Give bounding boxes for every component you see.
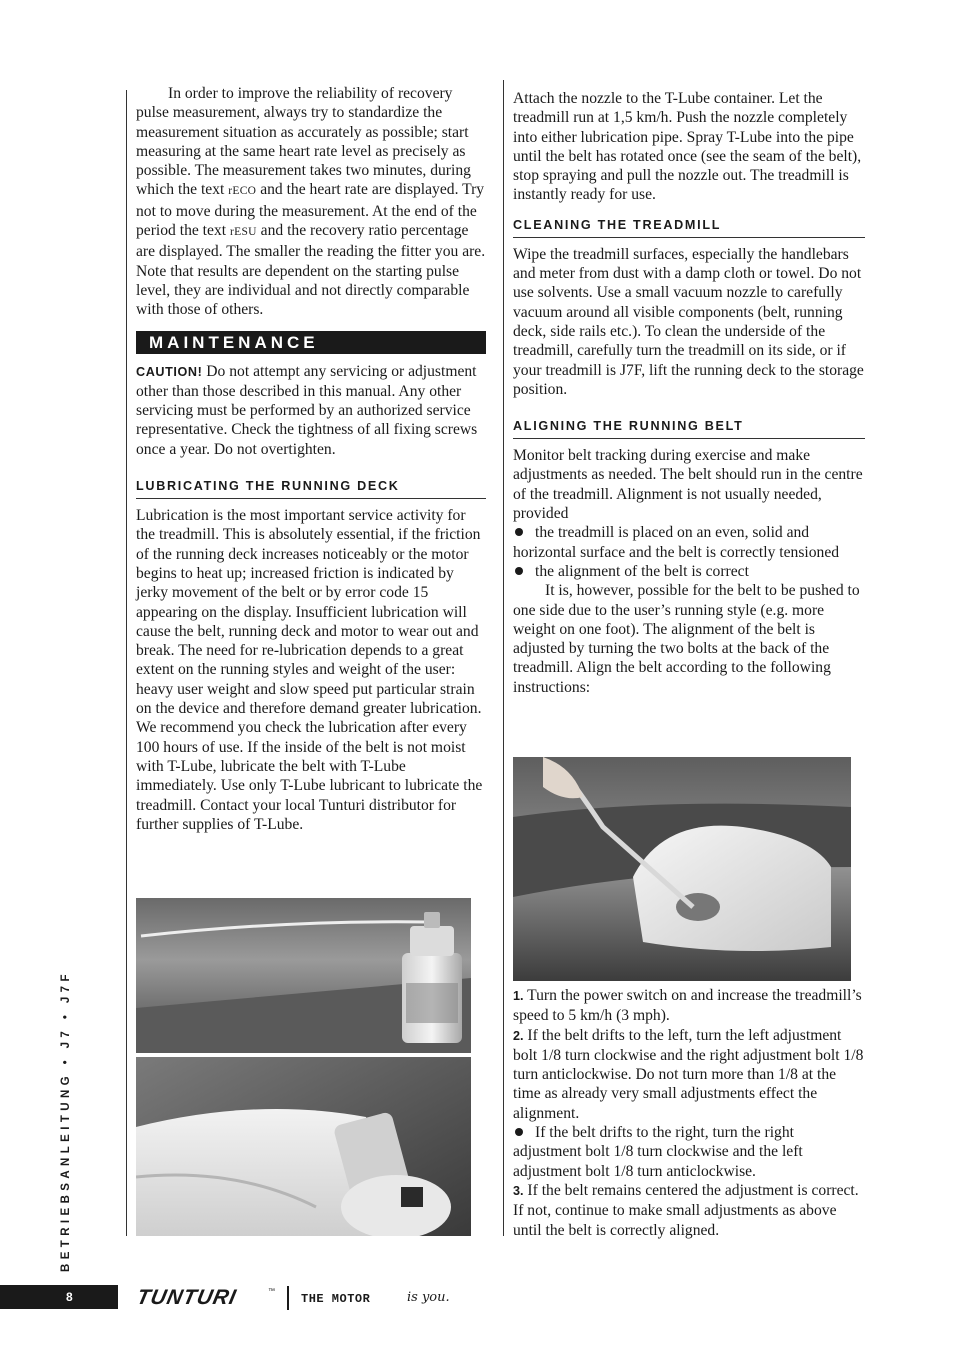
tagline-is-you: is you. <box>407 1290 450 1305</box>
bullet-icon <box>513 523 535 542</box>
reco-display-text: rECO <box>228 185 257 198</box>
left-column-rule <box>126 90 127 1236</box>
caution-paragraph: CAUTION! Do not attempt any servicing or adjustment other than those described in this manual. Any other servicing must be performed by an authorized service representative. Check the tightness of all fixing screws once a year. Do not overtighten. <box>136 362 478 458</box>
tagline-the-motor: THE MOTOR <box>301 1292 371 1306</box>
left-column <box>136 84 486 834</box>
belt-adjustment-photo <box>513 757 851 981</box>
lubricating-heading: LUBRICATING THE RUNNING DECK <box>136 479 486 499</box>
steps-block <box>513 986 865 1240</box>
trademark-symbol: ™ <box>268 1288 275 1295</box>
recovery-paragraph: In order to improve the reliability of recovery pulse measurement, always try to standardize the measurement situation as accurately as possible; start measuring at the same heart rate level as precisely as possible. The measurement takes two minutes, during which the text rECO and the heart rate are displayed. Try not to move during the measurement. At the end of the period the text rESU and the recovery ratio percentage are displayed. The smaller the reading the fitter you are. Note that results are dependent on the starting pulse level, they are individual and not directly comparable with those of others. <box>136 85 486 319</box>
center-column-rule <box>503 80 504 1236</box>
aligning-paragraph: Monitor belt tracking during exercise and make adjustments as needed. The belt should run in the centre of the treadmill. Alignment is not usually needed, provided <box>513 447 863 523</box>
step-2-bullet: If the belt drifts to the right, turn the right adjustment bolt 1/8 turn clockwise and the left adjustment bolt 1/8 turn anticlockwise. <box>513 1124 803 1180</box>
bullet-icon <box>513 1123 535 1142</box>
resu-display-text: rESU <box>229 226 257 239</box>
cleaning-heading: CLEANING THE TREADMILL <box>513 218 865 238</box>
tunturi-logo: TUNTURI <box>134 1286 239 1309</box>
aligning-bullet-1: the treadmill is placed on an even, solid and horizontal surface and the belt is correctly tensioned <box>513 524 840 561</box>
spray-can-illustration <box>136 898 471 1053</box>
bullet-icon <box>513 562 535 581</box>
lube-spray-photo-bottom <box>136 1057 471 1236</box>
aligning-bullet-2: the alignment of the belt is correct <box>513 562 865 581</box>
bolt-adjustment-illustration <box>513 757 851 981</box>
step-1: 1. Turn the power switch on and increase the treadmill’s speed to 5 km/h (3 mph). <box>513 987 862 1025</box>
deck-spray-illustration <box>136 1057 471 1236</box>
manual-side-label: BETRIEBSANLEITUNG • J7 • J7F <box>60 970 72 1272</box>
cleaning-paragraph: Wipe the treadmill surfaces, especially the handlebars and meter from dust with a damp cloth or towel. Do not use solvents. Use a small vacuum nozzle to carefully vacuum around all visible components (belt, running deck, side rails etc.). To clean the underside of the treadmill, carefully turn the treadmill on its side, or if your treadmill is J7F, lift the running deck to the storage position. <box>513 245 864 398</box>
nozzle-paragraph: Attach the nozzle to the T-Lube container. Let the treadmill run at 1,5 km/h. Push the nozzle completely into either lubrication pipe. Spray T-Lube into the pipe until the belt has rotated once (see the seam of the belt), stop spraying and pull the nozzle out. The treadmill is instantly ready for use. <box>513 90 862 204</box>
step-2-number: 2. <box>513 1028 524 1043</box>
step-3: 3. If the belt remains centered the adjustment is correct. If not, continue to make small adjustments as above until the belt is correctly aligned. <box>513 1181 859 1239</box>
right-column <box>513 89 865 697</box>
step-3-number: 3. <box>513 1183 524 1198</box>
however-paragraph: It is, however, possible for the belt to be pushed to one side due to the user’s running style (e.g. more weight on one foot). The alignment of the belt is adjusted by turning the two bolts at the back of the treadmill. Align the belt according to the following instructions: <box>513 582 860 696</box>
lube-spray-photo-top <box>136 898 471 1053</box>
caution-label: CAUTION! <box>136 364 203 379</box>
page-number: 8 <box>0 1285 118 1309</box>
lubricating-paragraph: Lubrication is the most important service activity for the treadmill. This is absolutely essential, if the friction of the running deck increases noticeably or the motor begins to heat up; increased friction is indicated by jerky movement of the belt or by error code 15 appearing on the display. Insufficient lubrication will cause the belt, running deck and motor to wear out and break. The need for re-lubrication depends to a great extent on the running styles and weight of the user: heavy user weight and slow speed put particular strain on the device and therefore demand greater lubrication. We recommend you check the lubrication after every 100 hours of use. If the inside of the belt is not moist with T-Lube, lubricate the belt with T-Lube immediately. Use only T-Lube lubricant to lubricate the treadmill. Contact your local Tunturi distributor for further supplies of T-Lube. <box>136 507 483 833</box>
logo-divider <box>287 1286 289 1310</box>
step-2: 2. If the belt drifts to the left, turn the left adjustment bolt 1/8 turn clockwise and the right adjustment bolt 1/8 turn anticlockwise. Do not turn more than 1/8 at the time as already very small adjustments effect the alignment. <box>513 1026 864 1122</box>
aligning-heading: ALIGNING THE RUNNING BELT <box>513 419 865 439</box>
step-1-number: 1. <box>513 989 524 1003</box>
maintenance-heading: MAINTENANCE <box>136 331 486 354</box>
